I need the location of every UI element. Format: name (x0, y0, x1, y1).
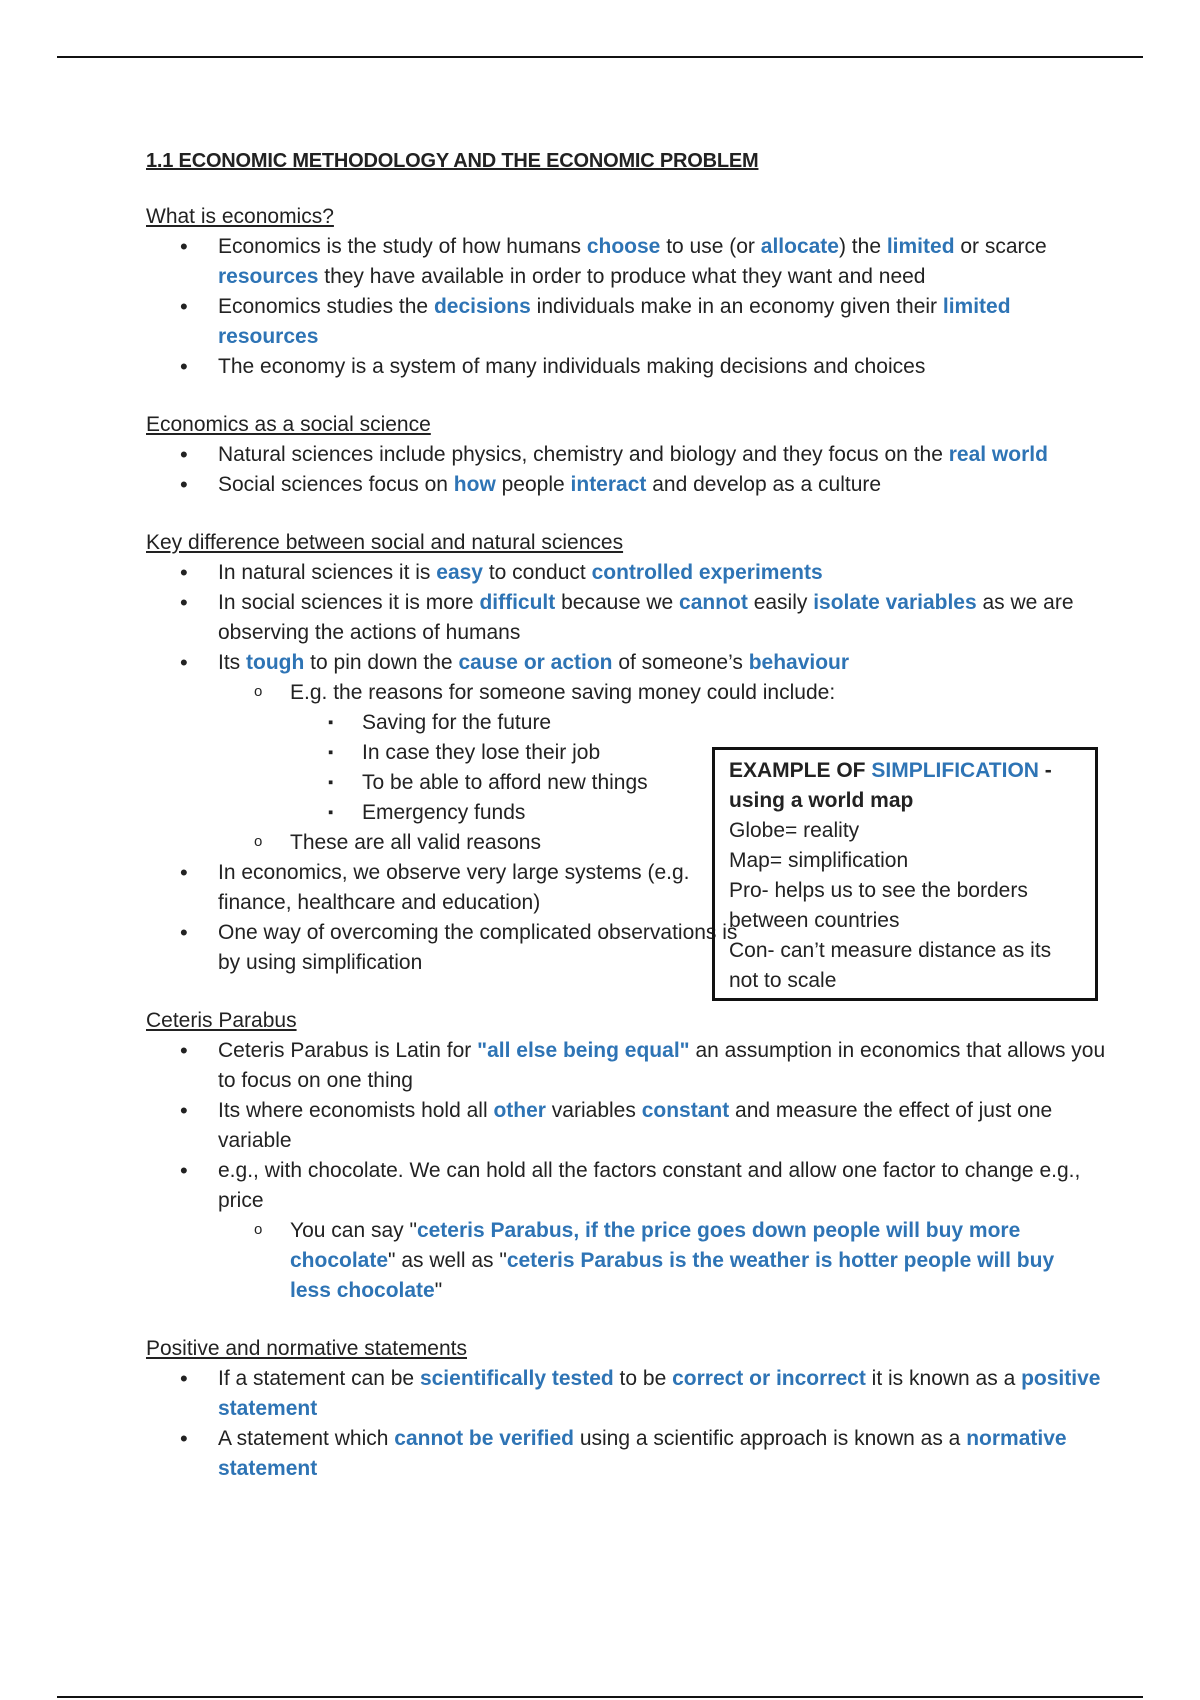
section-positive-normative (146, 1334, 1106, 1484)
section-heading: What is economics? (146, 205, 334, 228)
section-ceteris-parabus (146, 1006, 1106, 1306)
section-heading: Positive and normative statements (146, 1337, 467, 1360)
sub-list-item: o These are all valid reasons (146, 828, 1106, 858)
list-item: • In natural sciences it is easy to conduct controlled experiments (146, 558, 1106, 588)
reason-item: ▪ To be able to afford new things (146, 768, 1106, 798)
bullet-list (146, 440, 1106, 500)
top-rule (57, 56, 1143, 58)
bullet-list (146, 1036, 1106, 1306)
section-what-is-economics (146, 202, 1106, 382)
list-item: • Social sciences focus on how people interact and develop as a culture (146, 470, 1106, 500)
bottom-rule (57, 1696, 1143, 1698)
simplification-example-box (712, 747, 1098, 1001)
page-title: 1.1 ECONOMIC METHODOLOGY AND THE ECONOMIC PROBLEM (146, 150, 759, 172)
section-heading: Key difference between social and natural sciences (146, 531, 624, 554)
reason-item: ▪ Emergency funds (146, 798, 1106, 828)
sub-list-item: o You can say "ceteris Parabus, if the price goes down people will buy more chocolate" as well as "ceteris Parabus is the weather is hotter people will buy less chocolate" (146, 1216, 1106, 1306)
list-item: • Economics studies the decisions individuals make in an economy given their limited resources (146, 292, 1106, 352)
list-item: • If a statement can be scientifically tested to be correct or incorrect it is known as a positive statement (146, 1364, 1106, 1424)
reason-item: ▪ In case they lose their job (146, 738, 1106, 768)
list-item: • Ceteris Parabus is Latin for "all else being equal" an assumption in economics that allows you to focus on one thing (146, 1036, 1106, 1096)
list-item: • e.g., with chocolate. We can hold all the factors constant and allow one factor to change e.g., price o You can say "ceteris Parabus, if the price goes down people will buy more chocolate" as well as "ceteris Parabus is the weather is hotter people will buy less chocolate" (146, 1156, 1106, 1306)
list-item: • The economy is a system of many individuals making decisions and choices (146, 352, 1106, 382)
box-line: Pro- helps us to see the borders between countries (729, 879, 1028, 932)
reason-item: ▪ Saving for the future (146, 708, 1106, 738)
list-item: • In social sciences it is more difficult because we cannot easily isolate variables as we are observing the actions of humans (146, 588, 1106, 648)
list-item: • A statement which cannot be verified using a scientific approach is known as a normative statement (146, 1424, 1106, 1484)
bullet-list (146, 232, 1106, 382)
section-heading: Economics as a social science (146, 413, 431, 436)
box-title: EXAMPLE OF SIMPLIFICATION - using a world map (729, 759, 1052, 812)
list-item: • Natural sciences include physics, chemistry and biology and they focus on the real world (146, 440, 1106, 470)
box-line: Globe= reality (729, 819, 860, 842)
list-item: • One way of overcoming the complicated observations is by using simplification (146, 918, 758, 978)
box-line: Map= simplification (729, 849, 909, 872)
list-item: • In economics, we observe very large systems (e.g. finance, healthcare and education) (146, 858, 758, 918)
list-item: • Its where economists hold all other variables constant and measure the effect of just one variable (146, 1096, 1106, 1156)
list-item: • Its tough to pin down the cause or action of someone’s behaviour o E.g. the reasons for someone saving money could include: ▪ Saving for the future ▪ In case they lose their job ▪ To be able to afford new things ▪ Emergency funds o These are all valid reasons (146, 648, 1106, 858)
section-social-science (146, 410, 1106, 500)
bullet-list (146, 1364, 1106, 1484)
section-heading: Ceteris Parabus (146, 1009, 297, 1032)
list-item: • Economics is the study of how humans choose to use (or allocate) the limited or scarce resources they have available in order to produce what they want and need (146, 232, 1106, 292)
sub-list (218, 1216, 1106, 1306)
box-line: Con- can’t measure distance as its not to scale (729, 939, 1052, 992)
sub-list-item: o E.g. the reasons for someone saving money could include: ▪ Saving for the future ▪ In case they lose their job ▪ To be able to afford new things ▪ Emergency funds (146, 678, 1106, 828)
